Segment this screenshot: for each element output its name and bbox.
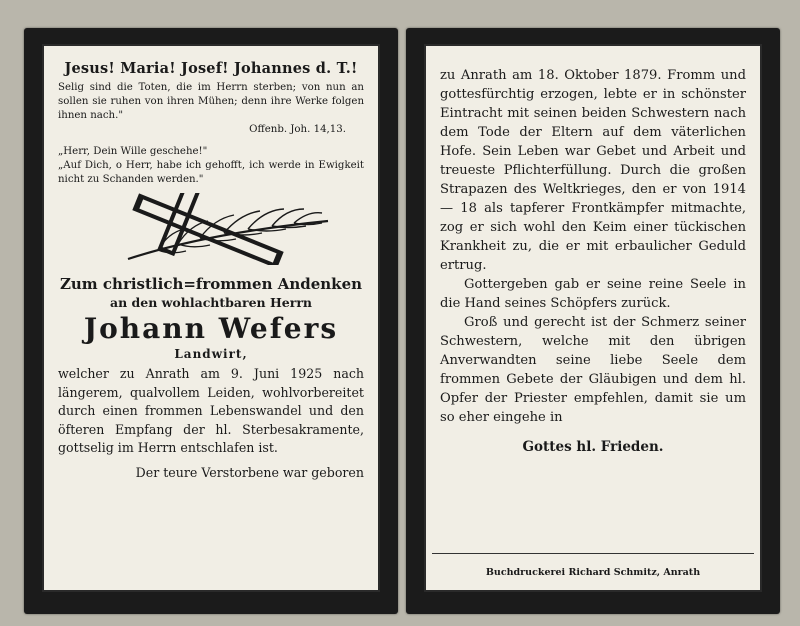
printer-divider: [432, 553, 754, 554]
left-card: [24, 28, 398, 614]
cross-palm-emblem: [58, 193, 364, 265]
right-card-panel: [424, 44, 762, 592]
biography-paragraph-3: Groß und gerecht ist der Schmerz seiner Schwestern, welche mit den übrigen Anverwandten seine liebe Seele dem frommen Gebete der Gläubigen und dem hl. Opfer der Priester empfehlen, damit sie um so eher eingehe in: [440, 315, 746, 425]
scripture-verse: Selig sind die Toten, die im Herrn sterben; von nun an sollen sie ruhen von ihren Mühen; denn ihre Werke folgen ihnen nach.": [58, 82, 364, 121]
prayer-quote-1: „Herr, Dein Wille geschehe!": [58, 146, 208, 157]
closing-blessing: Gottes hl. Frieden.: [522, 439, 664, 455]
scripture-reference: Offenb. Joh. 14,13.: [249, 124, 346, 135]
cross-palm-icon: [58, 193, 370, 265]
left-card-panel: [42, 44, 380, 592]
birth-continuation-line: Der teure Verstorbene war geboren: [135, 464, 364, 480]
prayer-quote-2: „Auf Dich, o Herr, habe ich gehofft, ich werde in Ewigkeit nicht zu Schanden werden.": [58, 160, 364, 185]
dedication-line: an den wohlachtbaren Herrn: [109, 295, 313, 310]
deceased-name: Johann Wefers: [83, 312, 339, 345]
deceased-profession: Landwirt,: [174, 347, 248, 361]
death-notice-text: welcher zu Anrath am 9. Juni 1925 nach längerem, qualvollem Leiden, wohlvorbereitet durch einen frommen Lebenswandel und den öfteren Empfang der hl. Sterbesakramente, gottselig im Herrn entschlafen ist.: [58, 366, 364, 456]
invocation-heading: Jesus! Maria! Josef! Johannes d. T.!: [64, 60, 358, 77]
biography-paragraph-2: Gottergeben gab er seine reine Seele in die Hand seines Schöpfers zurück.: [440, 277, 746, 311]
biography-paragraph-1: zu Anrath am 18. Oktober 1879. Fromm und gottesfürchtig erzogen, lebte er in schönster Eintracht mit seinen beiden Schwestern nach dem Tode der Eltern auf dem väterlichen Hofe. Sein Leben war Gebet und Arbeit und treueste Pflichterfüllung. Durch die großen Strapazen des Weltkrieges, den er von 1914 — 18 als tapferer Frontkämpfer mitmachte, zog er sich wohl den Keim einer tückischen Krankheit zu, die er mit erbaulicher Geduld ertrug.: [440, 68, 746, 273]
right-card-content: [440, 66, 746, 455]
printer-imprint: Buchdruckerei Richard Schmitz, Anrath: [485, 567, 701, 578]
biography-text: [440, 66, 746, 427]
right-card: [406, 28, 780, 614]
memorial-heading: Zum christlich=frommen Andenken: [59, 275, 363, 293]
left-card-content: [58, 60, 364, 483]
